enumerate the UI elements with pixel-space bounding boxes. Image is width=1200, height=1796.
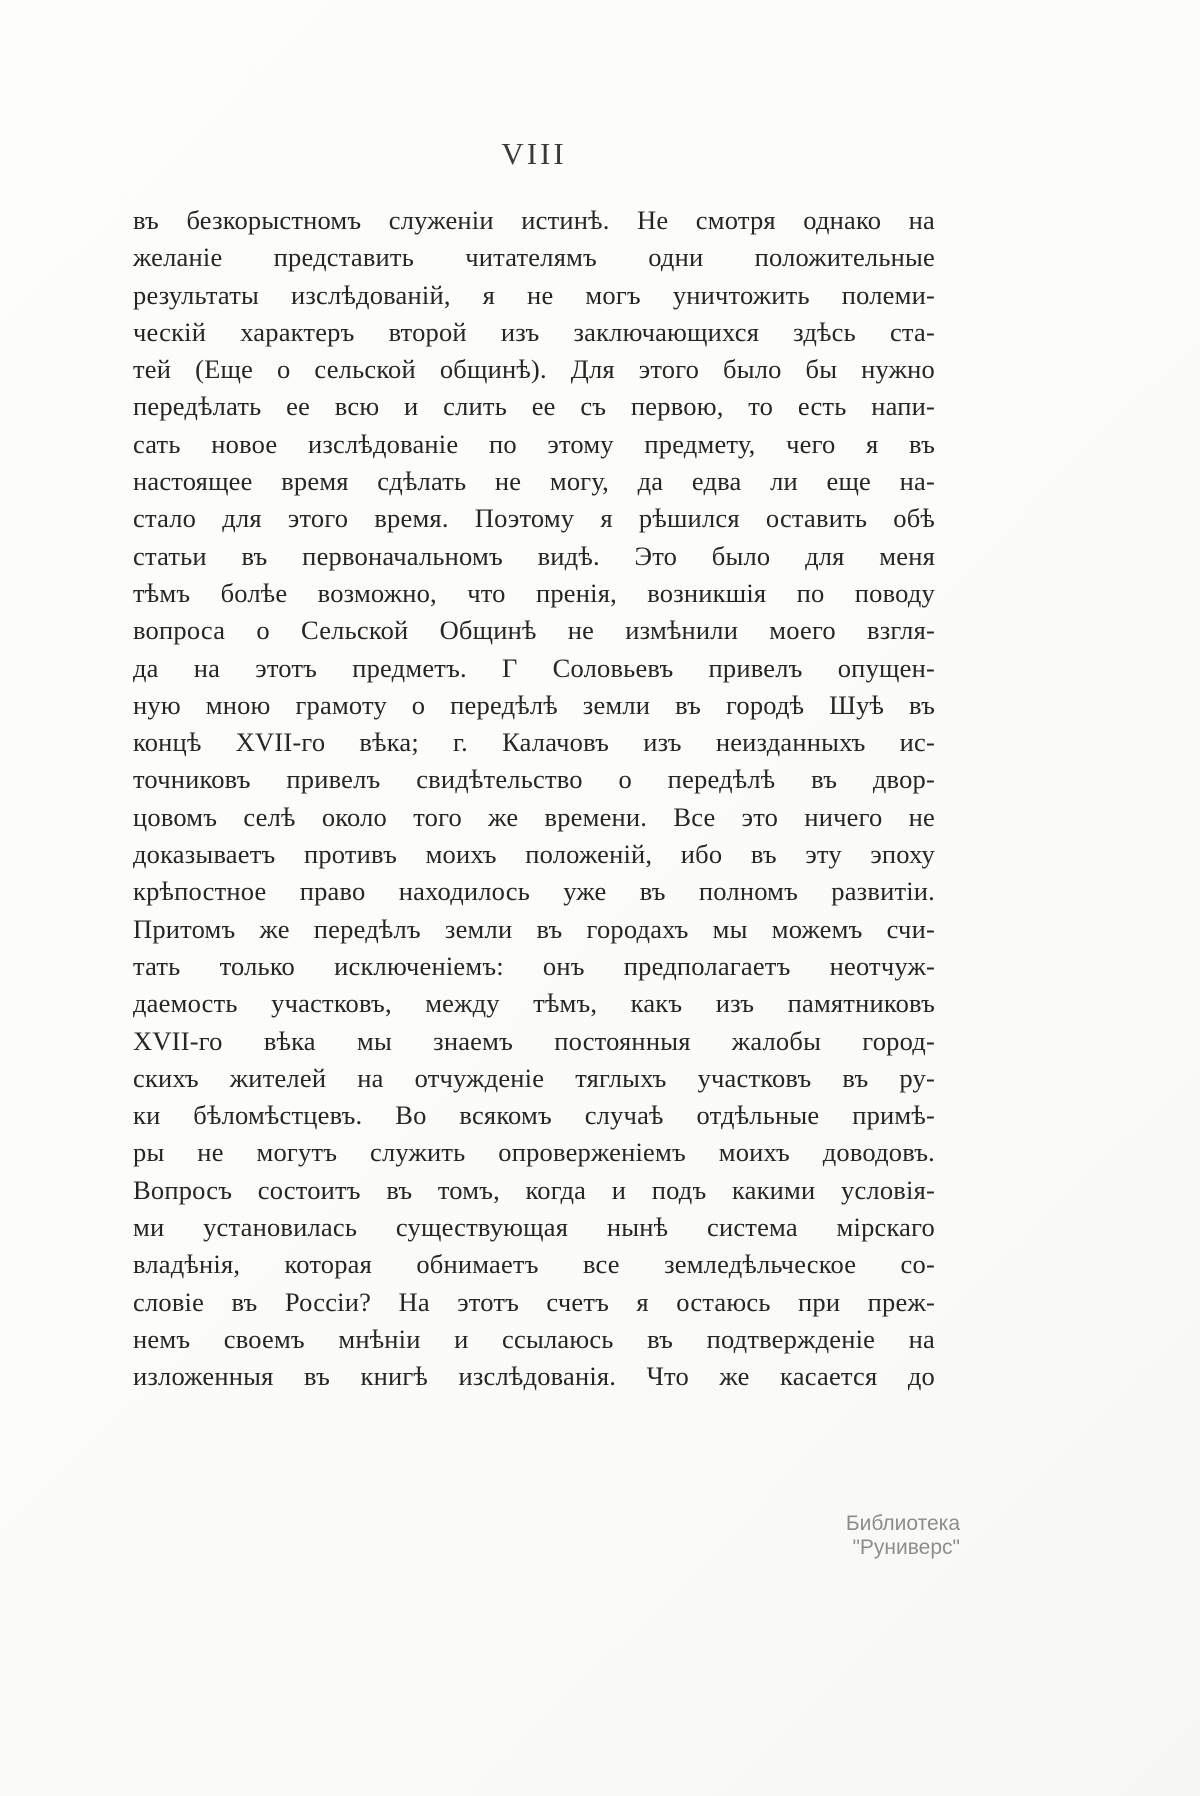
text-line: точниковъ привелъ свидѣтельство о передѣлѣ въ двор- [133, 764, 935, 795]
text-line: передѣлать ее всю и слить ее съ первою, то есть напи- [133, 391, 935, 422]
library-watermark: Библиотека "Руниверс" [845, 1512, 960, 1559]
text-line: XVII-го вѣка мы знаемъ постоянныя жалобы город- [133, 1025, 935, 1056]
text-line: ческій характеръ второй изъ заключающихся здѣсь ста- [133, 316, 935, 347]
text-line: тать только исключеніемъ: онъ предполагаетъ неотчуж- [133, 950, 935, 981]
body-text-block [133, 202, 935, 1396]
text-line: изложенныя въ книгѣ изслѣдованія. Что же касается до [133, 1361, 935, 1392]
text-line: стало для этого время. Поэтому я рѣшился оставить обѣ [133, 503, 935, 534]
text-line: даемость участковъ, между тѣмъ, какъ изъ памятниковъ [133, 988, 935, 1019]
text-line: скихъ жителей на отчужденіе тяглыхъ участковъ въ ру- [133, 1062, 935, 1093]
text-line: желаніе представить читателямъ одни положительные [133, 242, 935, 273]
text-line: результаты изслѣдованій, я не могъ уничтожить полеми- [133, 279, 935, 310]
page-number-roman: VIII [501, 136, 567, 171]
text-line: ную мною грамоту о передѣлѣ земли въ городѣ Шуѣ въ [133, 689, 935, 720]
text-line: да на этотъ предметъ. Г Соловьевъ привелъ опущен- [133, 652, 935, 683]
text-line: вопроса о Сельской Общинѣ не измѣнили моего взгля- [133, 615, 935, 646]
text-line: ры не могутъ служить опроверженіемъ моихъ доводовъ. [133, 1137, 935, 1168]
text-line: тей (Еще о сельской общинѣ). Для этого было бы нужно [133, 354, 935, 385]
text-line: крѣпостное право находилось уже въ полномъ развитіи. [133, 876, 935, 907]
text-line: сать новое изслѣдованіе по этому предмету, чего я въ [133, 428, 935, 459]
text-line: настоящее время сдѣлать не могу, да едва ли еще на- [133, 466, 935, 497]
text-line: немъ своемъ мнѣніи и ссылаюсь въ подтвержденіе на [133, 1323, 935, 1354]
text-line: ки бѣломѣстцевъ. Во всякомъ случаѣ отдѣльные примѣ- [133, 1100, 935, 1131]
text-line: концѣ XVII-го вѣка; г. Калачовъ изъ неизданныхъ ис- [133, 727, 935, 758]
text-line: ми установилась существующая нынѣ система мірскаго [133, 1212, 935, 1243]
text-line: Вопросъ состоитъ въ томъ, когда и подъ какими условія- [133, 1174, 935, 1205]
text-line: цовомъ селѣ около того же времени. Все это ничего не [133, 801, 935, 832]
text-line: статьи въ первоначальномъ видѣ. Это было для меня [133, 540, 935, 571]
text-line: тѣмъ болѣе возможно, что пренія, возникшія по поводу [133, 577, 935, 608]
text-line: въ безкорыстномъ служеніи истинѣ. Не смотря однако на [133, 205, 935, 235]
text-line: Притомъ же передѣлъ земли въ городахъ мы можемъ счи- [133, 913, 935, 944]
text-line: доказываетъ противъ моихъ положеній, ибо въ эту эпоху [133, 839, 935, 870]
text-line: словіе въ Россіи? На этотъ счетъ я остаюсь при преж- [133, 1286, 935, 1317]
text-line: владѣнія, которая обнимаетъ все земледѣльческое со- [133, 1249, 935, 1280]
